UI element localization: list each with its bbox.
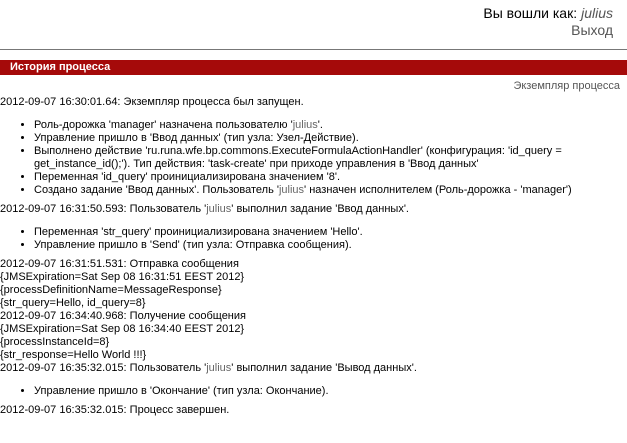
log-entry-task-complete: 2012-09-07 16:31:50.593: Пользователь 'julius' выполнил задание 'Ввод данных'. — [0, 203, 409, 215]
log-line: 2012-09-07 16:35:32.015: Пользователь 'julius' выполнил задание 'Вывод данных'. — [0, 362, 417, 374]
header-divider — [0, 49, 627, 50]
list-item: • Управление пришло в 'Окончание' (тип узла: Окончание). — [34, 385, 627, 398]
log-line: {str_query=Hello, id_query=8} — [0, 297, 146, 309]
log-line: {str_response=Hello World !!!} — [0, 349, 147, 361]
log-entry-start: 2012-09-07 16:30:01.64: Экземпляр процесса был запущен. — [0, 96, 304, 108]
log-line: 2012-09-07 16:31:51.531: Отправка сообщения — [0, 258, 239, 270]
section-title: История процесса — [0, 60, 627, 75]
list-item: • Переменная 'id_query' проинициализирована значением '8'. — [34, 171, 627, 184]
log-line: {processInstanceId=8} — [0, 336, 110, 348]
login-line — [483, 4, 613, 22]
log-message-block — [0, 258, 627, 375]
login-info — [483, 4, 613, 39]
log-details-task-complete — [0, 226, 627, 252]
process-history-log — [0, 96, 627, 417]
user-link: julius — [206, 362, 232, 374]
list-item: • Создано задание 'Ввод данных'. Пользователь 'julius' назначен исполнителем (Роль-дорожка - 'manager') — [34, 184, 627, 197]
list-item: • Переменная 'str_query' проинициализирована значением 'Hello'. — [34, 226, 627, 239]
list-item: • Выполнено действие 'ru.runa.wfe.bp.commons.ExecuteFormulaActionHandler' (конфигурация: 'id_query = get_instance_id();'). Тип действия: 'task-create' при приходе управления в 'Ввод данных' — [34, 145, 627, 171]
log-line: {JMSExpiration=Sat Sep 08 16:34:40 EEST 2012} — [0, 323, 245, 335]
user-link: julius — [206, 203, 232, 215]
user-link: julius — [292, 119, 318, 131]
list-item: • Роль-дорожка 'manager' назначена пользователю 'julius'. — [34, 119, 627, 132]
log-details-start — [0, 119, 627, 197]
process-instance-link[interactable]: Экземпляр процесса — [513, 80, 620, 92]
list-item: • Управление пришло в 'Send' (тип узла: Отправка сообщения). — [34, 239, 627, 252]
logged-in-user: julius — [581, 5, 613, 21]
user-link: julius — [278, 184, 305, 196]
log-line: {JMSExpiration=Sat Sep 08 16:31:51 EEST 2012} — [0, 271, 245, 283]
log-details-end — [0, 385, 627, 398]
log-line: 2012-09-07 16:34:40.968: Получение сообщения — [0, 310, 246, 322]
log-entry-final: 2012-09-07 16:35:32.015: Процесс завершен. — [0, 404, 230, 416]
list-item: • Управление пришло в 'Ввод данных' (тип узла: Узел-Действие). — [34, 132, 627, 145]
login-label: Вы вошли как: — [483, 5, 578, 21]
logout-link[interactable]: Выход — [571, 22, 613, 38]
log-line: {processDefinitionName=MessageResponse} — [0, 284, 222, 296]
